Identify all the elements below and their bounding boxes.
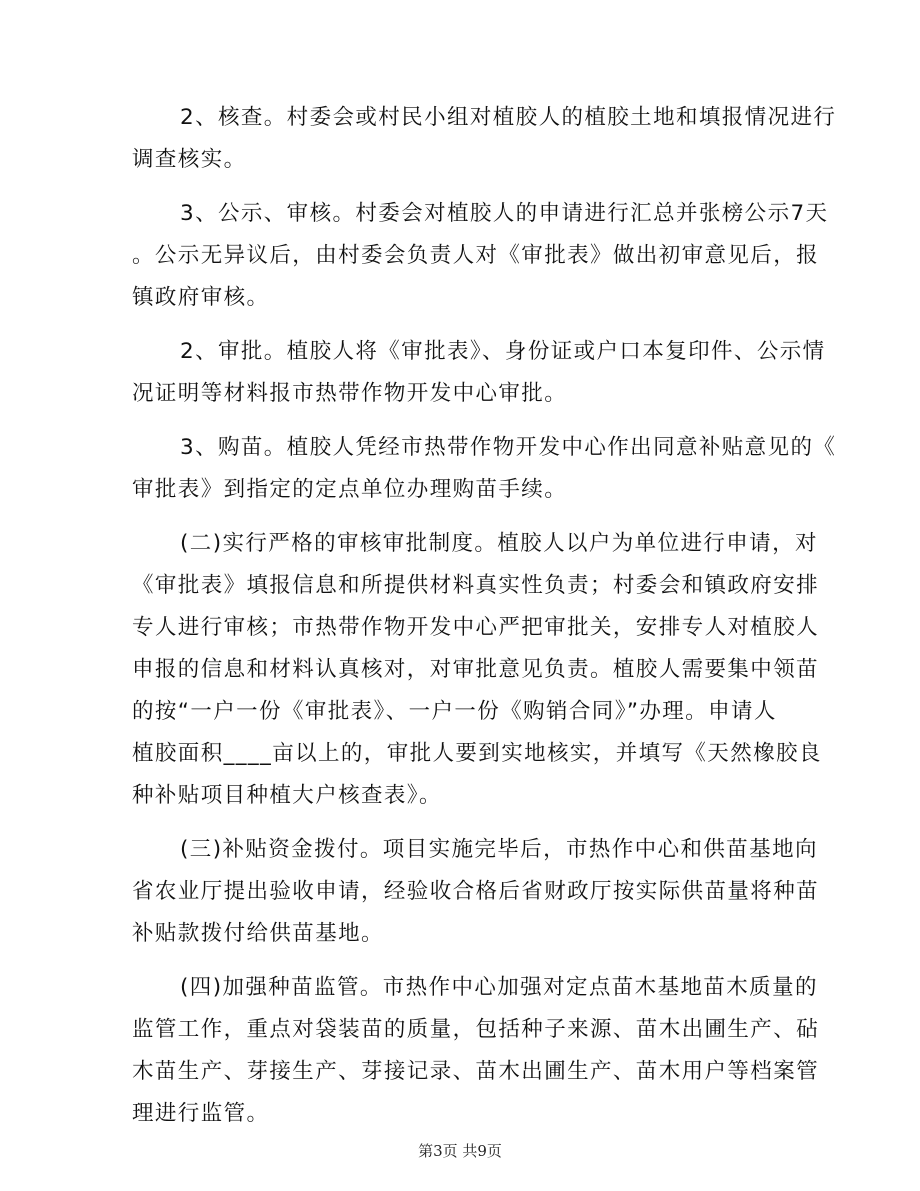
paragraph-strict-review-system — [132, 523, 822, 817]
paragraph-approval — [132, 331, 826, 415]
text-line: 专人进行审核；市热带作物开发中心严把审批关，安排专人对植胶人 — [132, 615, 820, 640]
text-line: 审批表》到指定的定点单位办理购苗手续。 — [132, 477, 568, 502]
text-line: 调查核实。 — [132, 147, 247, 172]
text-line: 2、审批。植胶人将《审批表》、身份证或户口本复印件、公示情 — [180, 339, 826, 364]
text-line: (四)加强种苗监管。市热作中心加强对定点苗木基地苗木质量的 — [180, 975, 818, 1000]
text-line: 木苗生产、芽接生产、芽接记录、苗木出圃生产、苗木用户等档案管 — [132, 1059, 820, 1084]
text-line: 植胶面积____亩以上的，审批人要到实地核实，并填写《天然橡胶良 — [132, 741, 822, 766]
text-line: 2、核查。村委会或村民小组对植胶人的植胶土地和填报情况进行 — [180, 105, 837, 130]
paragraph-verification — [132, 97, 837, 181]
text-line: (三)补贴资金拨付。项目实施完毕后，市热作中心和供苗基地向 — [180, 837, 818, 862]
page-indicator: 第3页 共9页 — [418, 1142, 502, 1160]
text-line: 监管工作，重点对袋装苗的质量，包括种子来源、苗木出圃生产、砧 — [132, 1017, 820, 1042]
text-line: 种补贴项目种植大户核查表》。 — [132, 783, 442, 808]
text-line: 理进行监管。 — [132, 1101, 270, 1126]
paragraph-publicity-review — [132, 193, 829, 319]
paragraph-subsidy-payment — [132, 829, 820, 955]
text-line: 《审批表》填报信息和所提供材料真实性负责；村委会和镇政府安排 — [132, 573, 820, 598]
text-line: 申报的信息和材料认真核对，对审批意见负责。植胶人需要集中领苗 — [132, 657, 820, 682]
text-line: 的按“一户一份《审批表》、一户一份《购销合同》”办理。申请人 — [132, 699, 777, 724]
document-body — [132, 97, 837, 1147]
text-line: 3、公示、审核。村委会对植胶人的申请进行汇总并张榜公示7天 — [180, 201, 829, 226]
text-line: 镇政府审核。 — [132, 285, 270, 310]
text-line: (二)实行严格的审核审批制度。植胶人以户为单位进行申请，对 — [180, 531, 818, 556]
text-line: 。公示无异议后，由村委会负责人对《审批表》做出初审意见后，报 — [132, 243, 820, 268]
paragraph-seedling-purchase — [132, 427, 837, 511]
text-line: 3、购苗。植胶人凭经市热带作物开发中心作出同意补贴意见的《 — [180, 435, 837, 460]
text-line: 省农业厅提出验收申请，经验收合格后省财政厅按实际供苗量将种苗 — [132, 879, 820, 904]
text-line: 补贴款拨付给供苗基地。 — [132, 921, 384, 946]
text-line: 况证明等材料报市热带作物开发中心审批。 — [132, 381, 568, 406]
paragraph-seedling-supervision — [132, 967, 820, 1135]
